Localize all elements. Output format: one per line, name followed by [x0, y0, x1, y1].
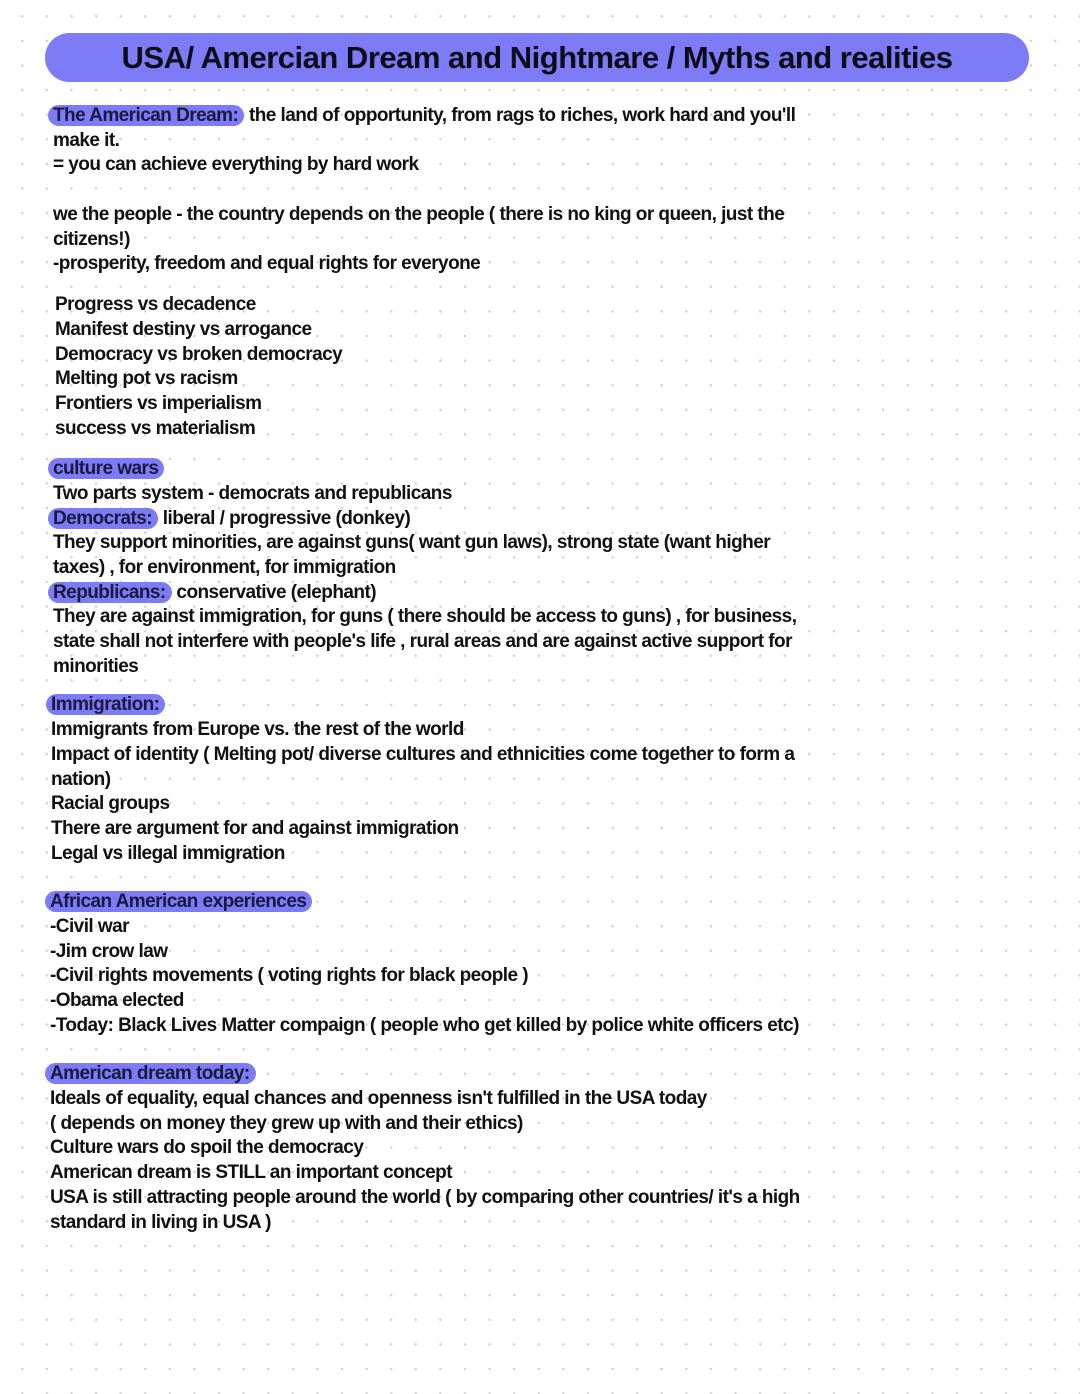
highlighted-heading: culture wars — [48, 458, 164, 479]
note-line — [50, 1087, 1080, 1112]
note-text: American dream is STILL an important concept — [50, 1162, 452, 1184]
african-american-section — [0, 890, 1080, 1038]
note-text: the land of opportunity, from rags to riches, work hard and you'll — [244, 105, 796, 126]
note-line — [51, 792, 1080, 817]
note-text: -Jim crow law — [50, 940, 168, 962]
note-text: Two parts system - democrats and republicans — [53, 482, 452, 504]
note-line — [50, 1186, 1080, 1211]
contrasts-section — [0, 293, 1080, 441]
note-text: -prosperity, freedom and equal rights for everyone — [53, 253, 481, 275]
note-line — [53, 104, 1080, 129]
note-text: -Civil war — [50, 915, 129, 937]
notes-content — [0, 104, 1080, 1235]
note-text: Impact of identity ( Melting pot/ diverse cultures and ethnicities come together to form a — [51, 743, 795, 765]
note-text: success vs materialism — [55, 417, 256, 439]
note-text: taxes) , for environment, for immigration — [53, 557, 396, 578]
highlighted-heading: African American experiences — [45, 891, 312, 912]
highlighted-heading: Immigration: — [46, 694, 165, 715]
note-line — [50, 1161, 1080, 1186]
note-line — [50, 915, 1080, 940]
note-text: = you can achieve everything by hard work — [53, 154, 419, 176]
immigration-section — [0, 693, 1080, 866]
note-text: state shall not interfere with people's life , rural areas and are against active support for — [53, 631, 792, 653]
note-line — [50, 964, 1080, 989]
note-line — [51, 817, 1080, 842]
note-text: Melting pot vs racism — [55, 368, 238, 390]
culture-wars-section — [0, 457, 1080, 679]
note-line — [53, 556, 1080, 581]
highlighted-heading: The American Dream: — [48, 105, 244, 126]
note-text: Frontiers vs imperialism — [55, 392, 262, 414]
note-text: Progress vs decadence — [55, 294, 256, 316]
note-text: ( depends on money they grew up with and their ethics) — [50, 1112, 523, 1134]
note-line — [53, 252, 1080, 277]
note-text: Racial groups — [51, 793, 170, 815]
note-line — [50, 1211, 1080, 1236]
note-line — [53, 203, 1080, 228]
note-line — [53, 482, 1080, 507]
note-text: -Obama elected — [50, 990, 184, 1011]
note-line — [53, 507, 1080, 532]
note-text: make it. — [53, 129, 120, 151]
note-line — [55, 392, 1080, 417]
note-line — [50, 940, 1080, 965]
note-line — [53, 655, 1080, 680]
note-line — [50, 1112, 1080, 1137]
note-text: nation) — [51, 768, 111, 790]
note-text: citizens!) — [53, 228, 130, 250]
note-text: -Civil rights movements ( voting rights for black people ) — [50, 965, 529, 987]
note-line — [53, 228, 1080, 253]
note-line — [50, 890, 1080, 915]
highlighted-heading: Republicans: — [48, 582, 172, 603]
note-text: Democracy vs broken democracy — [55, 343, 343, 365]
american-dream-today-section — [0, 1062, 1080, 1235]
note-line — [53, 605, 1080, 630]
note-line — [53, 153, 1080, 178]
note-text: Immigrants from Europe vs. the rest of the world — [51, 719, 464, 741]
note-line — [53, 129, 1080, 154]
note-line — [50, 989, 1080, 1014]
note-text: Culture wars do spoil the democracy — [50, 1137, 364, 1159]
note-line — [51, 842, 1080, 867]
note-text: Legal vs illegal immigration — [51, 842, 285, 864]
note-text: standard in living in USA ) — [50, 1211, 271, 1233]
note-line — [53, 630, 1080, 655]
note-line — [51, 693, 1080, 718]
american-dream-section — [0, 104, 1080, 178]
note-line — [55, 417, 1080, 442]
we-the-people-section — [0, 203, 1080, 277]
note-text: conservative (elephant) — [171, 581, 377, 603]
page-title: USA/ Amercian Dream and Nightmare / Myths and realities — [45, 33, 1029, 82]
highlighted-heading: Democrats: — [48, 508, 158, 529]
note-line — [51, 768, 1080, 793]
note-line — [50, 1062, 1080, 1087]
note-line — [50, 1136, 1080, 1161]
note-text: we the people - the country depends on the people ( there is no king or queen, just the — [53, 204, 785, 226]
note-text: minorities — [53, 655, 139, 677]
note-line — [55, 367, 1080, 392]
note-line — [50, 1014, 1080, 1039]
note-line — [53, 531, 1080, 556]
note-text: Ideals of equality, equal chances and openness isn't fulfilled in the USA today — [50, 1088, 707, 1110]
note-line — [51, 718, 1080, 743]
note-text: USA is still attracting people around the world ( by comparing other countries/ it's a high — [50, 1186, 800, 1208]
note-line — [53, 457, 1080, 482]
note-line — [51, 743, 1080, 768]
note-line — [53, 581, 1080, 606]
note-text: They support minorities, are against guns( want gun laws), strong state (want higher — [53, 532, 771, 554]
note-text: Manifest destiny vs arrogance — [55, 318, 312, 340]
note-text: There are argument for and against immigration — [51, 817, 459, 839]
note-text: -Today: Black Lives Matter compaign ( people who get killed by police white officers etc) — [50, 1014, 799, 1036]
note-text: They are against immigration, for guns ( there should be access to guns) , for business, — [53, 606, 797, 628]
highlighted-heading: American dream today: — [45, 1063, 256, 1084]
note-line — [55, 318, 1080, 343]
note-line — [55, 293, 1080, 318]
note-line — [55, 343, 1080, 368]
note-text: liberal / progressive (donkey) — [158, 507, 411, 529]
